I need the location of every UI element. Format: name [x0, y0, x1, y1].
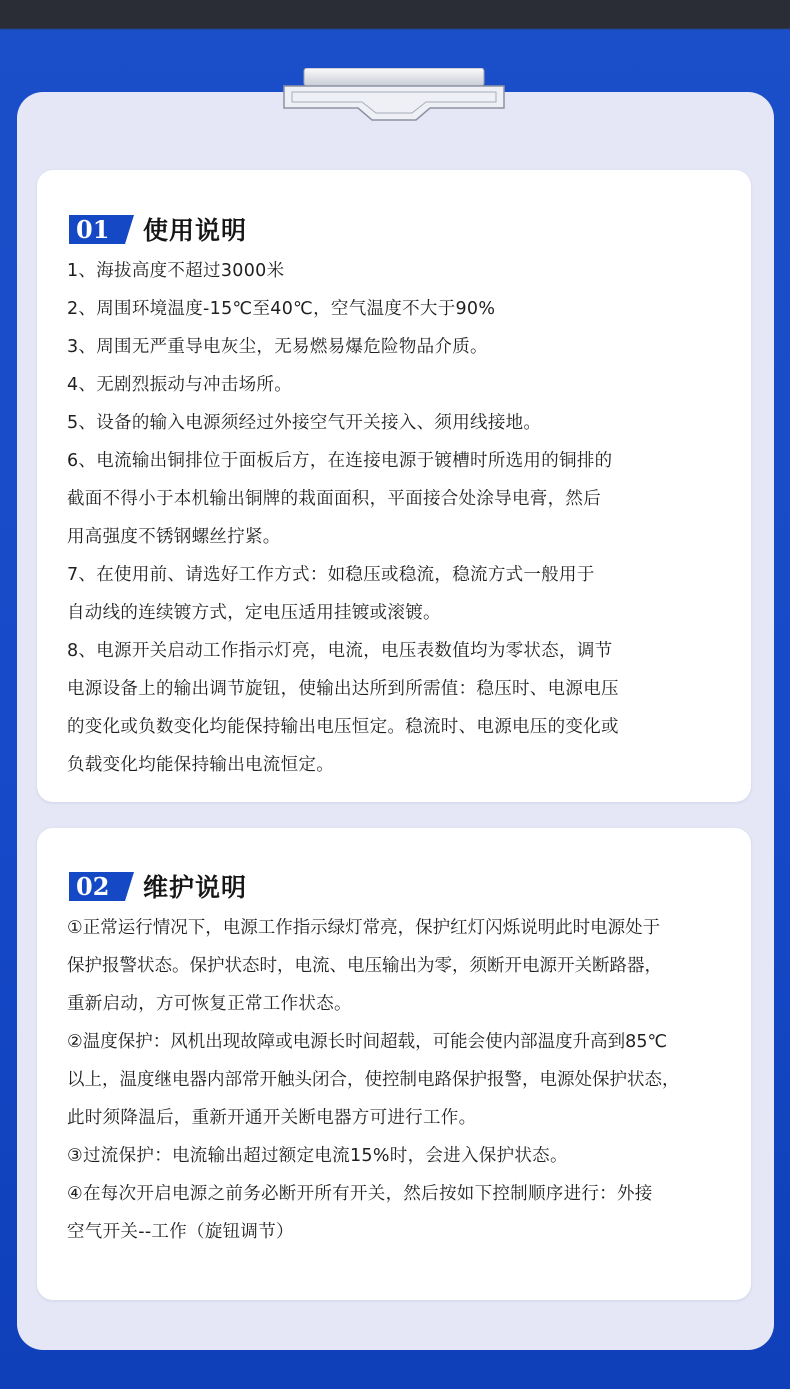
text-line: 自动线的连续镀方式，定电压适用挂镀或滚镀。 — [67, 603, 441, 623]
maintenance-instructions-card — [37, 828, 751, 1300]
section-number: 01 — [76, 214, 110, 244]
text-line: 4、无剧烈振动与冲击场所。 — [67, 375, 293, 395]
text-line: 1、海拔高度不超过3000米 — [67, 261, 285, 281]
section-title: 使用说明 — [143, 216, 248, 245]
text-line: 3、周围无严重导电灰尘，无易燃易爆危险物品介质。 — [67, 337, 488, 357]
text-line: 用高强度不锈钢螺丝拧紧。 — [67, 527, 281, 547]
text-line: ④在每次开启电源之前务必断开所有开关，然后按如下控制顺序进行：外接 — [67, 1184, 653, 1204]
section-number: 02 — [76, 871, 110, 901]
text-line: 此时须降温后，重新开通开关断电器方可进行工作。 — [67, 1108, 477, 1128]
text-line: 8、电源开关启动工作指示灯亮，电流，电压表数值均为零状态，调节 — [67, 641, 613, 661]
text-line: ②温度保护：风机出现故障或电源长时间超载，可能会使内部温度升高到85℃ — [67, 1032, 668, 1052]
text-line: 重新启动，方可恢复正常工作状态。 — [67, 994, 352, 1014]
text-line: 以上，温度继电器内部常开触头闭合，使控制电路保护报警，电源处保护状态， — [67, 1070, 680, 1090]
text-line: 7、在使用前、请选好工作方式：如稳压或稳流，稳流方式一般用于 — [67, 565, 595, 585]
maintenance-heading — [69, 868, 247, 904]
section-number-badge — [69, 872, 125, 901]
usage-heading — [69, 211, 247, 247]
section-number-badge — [69, 215, 125, 244]
text-line: 2、周围环境温度-15℃至40℃，空气温度不大于90% — [67, 299, 496, 319]
text-line: 空气开关--工作（旋钮调节） — [67, 1222, 294, 1242]
text-line: ①正常运行情况下，电源工作指示绿灯常亮，保护红灯闪烁说明此时电源处于 — [67, 918, 661, 938]
text-line: ③过流保护：电流输出超过额定电流15%时，会进入保护状态。 — [67, 1146, 568, 1166]
text-line: 6、电流输出铜排位于面板后方，在连接电源于镀槽时所选用的铜排的 — [67, 451, 613, 471]
maintenance-text — [67, 909, 733, 1251]
usage-instructions-card — [37, 170, 751, 802]
text-line: 保护报警状态。保护状态时，电流、电压输出为零，须断开电源开关断路器， — [67, 956, 662, 976]
section-title: 维护说明 — [143, 873, 248, 902]
text-line: 5、设备的输入电源须经过外接空气开关接入、须用线接地。 — [67, 413, 542, 433]
text-line: 电源设备上的输出调节旋钮，使输出达所到所需值：稳压时、电源电压 — [67, 679, 619, 699]
text-line: 的变化或负数变化均能保持输出电压恒定。稳流时、电源电压的变化或 — [67, 717, 619, 737]
text-line: 负载变化均能保持输出电流恒定。 — [67, 755, 334, 775]
text-line: 截面不得小于本机输出铜牌的栽面面积，平面接合处涂导电膏，然后 — [67, 489, 601, 509]
clipboard-clip-icon — [280, 68, 508, 124]
usage-text — [67, 252, 733, 784]
